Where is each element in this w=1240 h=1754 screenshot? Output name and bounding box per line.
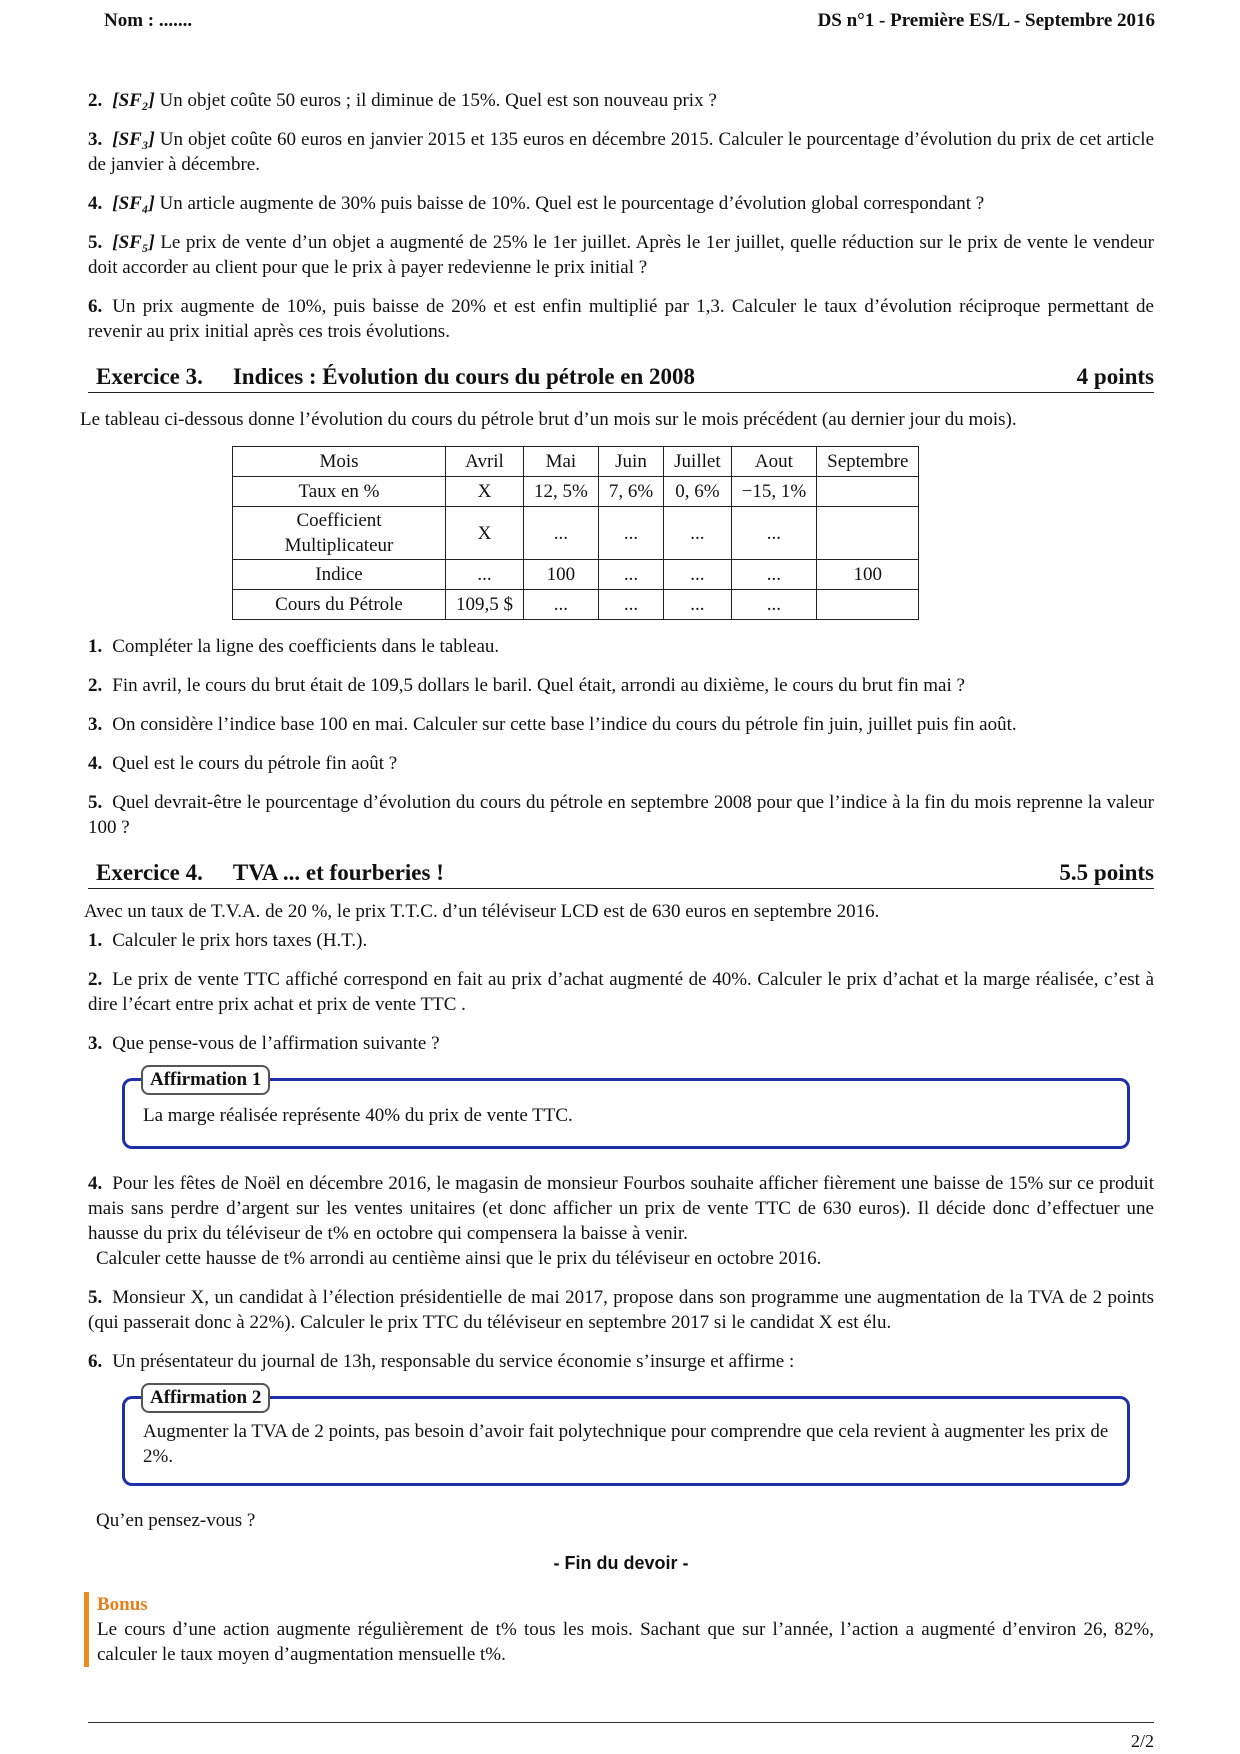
skill-tag: [SF₂] xyxy=(112,90,155,111)
exercise-3-points: 4 points xyxy=(1076,364,1154,389)
question-2-4: 4. [SF₄] Un article augmente de 30% puis baisse de 10%. Quel est le pourcentage d’évolution global correspondant ? xyxy=(88,193,985,214)
table-cell: X xyxy=(446,477,524,507)
affirmation-2-text: Augmenter la TVA de 2 points, pas besoin d’avoir fait polytechnique pour comprendre que cela revient à augmenter les prix de 2%. xyxy=(143,1421,1109,1467)
question-4-6: 6. Un présentateur du journal de 13h, responsable du service économie s’insurge et affirme : xyxy=(88,1351,795,1372)
skill-tag: [SF₃] xyxy=(112,129,155,150)
affirmation-1-title: Affirmation 1 xyxy=(141,1065,270,1095)
question-3-2: 2. Fin avril, le cours du brut était de 109,5 dollars le baril. Quel était, arrondi au dixième, le cours du brut fin mai ? xyxy=(88,675,965,696)
table-cell: Aout xyxy=(731,447,817,477)
table-cell: Coefficient Multiplicateur xyxy=(233,507,446,560)
exercise-4-points: 5.5 points xyxy=(1059,860,1154,885)
table-cell: ... xyxy=(731,507,817,560)
exercise-3-label: Exercice 3. xyxy=(96,364,203,389)
table-cell: ... xyxy=(446,560,524,590)
table-row xyxy=(233,507,919,560)
bonus-title: Bonus xyxy=(97,1594,148,1615)
table-cell: ... xyxy=(524,590,599,620)
table-cell: Indice xyxy=(233,560,446,590)
table-cell xyxy=(817,590,919,620)
table-cell: ... xyxy=(598,560,663,590)
affirmation-2-box xyxy=(122,1387,1130,1486)
table-cell: Taux en % xyxy=(233,477,446,507)
table-cell: Mois xyxy=(233,447,446,477)
question-4-4: 4. Pour les fêtes de Noël en décembre 2016, le magasin de monsieur Fourbos souhaite afficher fièrement une baisse de 15% sur ce produit mais sans perdre d’argent sur les ventes unitaires (et donc afficher un prix de vente TTC de 630 euros). Il décide donc d’effectuer une hausse du prix du téléviseur de t% en octobre qui compensera la baisse à venir. Calculer cette hausse de t% arrondi au centième ainsi que le prix du téléviseur en octobre 2016. xyxy=(88,1173,1154,1269)
closing-question: Qu’en pensez-vous ? xyxy=(96,1510,256,1531)
end-of-test: - Fin du devoir - xyxy=(553,1553,689,1573)
table-row xyxy=(233,590,919,620)
affirmation-1-box xyxy=(122,1069,1130,1149)
skill-tag: [SF₄] xyxy=(112,193,155,214)
question-4-5: 5. Monsieur X, un candidat à l’élection présidentielle de mai 2017, propose dans son programme une augmentation de la TVA de 2 points (qui passerait donc à 22%). Calculer le prix TTC du téléviseur en septembre 2017 si le candidat X est élu. xyxy=(88,1287,1154,1333)
table-cell: X xyxy=(446,507,524,560)
exercise-2-questions xyxy=(88,88,1154,344)
table-cell: 100 xyxy=(524,560,599,590)
table-cell: 12, 5% xyxy=(524,477,599,507)
table-cell: ... xyxy=(598,507,663,560)
table-cell: ... xyxy=(664,507,731,560)
table-cell: −15, 1% xyxy=(731,477,817,507)
table-row xyxy=(233,477,919,507)
content xyxy=(80,88,1155,1667)
question-3-3: 3. On considère l’indice base 100 en mai. Calculer sur cette base l’indice du cours du pétrole fin juin, juillet puis fin août. xyxy=(88,714,1017,735)
header-name-field: Nom : ....... xyxy=(104,10,193,31)
exercise-4-label: Exercice 4. xyxy=(96,860,203,885)
table-cell: Juin xyxy=(598,447,663,477)
table-row xyxy=(233,560,919,590)
table-cell: ... xyxy=(731,560,817,590)
question-3-1: 1. Compléter la ligne des coefficients dans le tableau. xyxy=(88,636,500,657)
table-cell: 7, 6% xyxy=(598,477,663,507)
affirmation-2-title: Affirmation 2 xyxy=(141,1383,270,1413)
exercise-4-title xyxy=(88,860,1154,889)
header-title: DS n°1 - Première ES/L - Septembre 2016 xyxy=(817,10,1155,31)
table-cell: ... xyxy=(664,590,731,620)
question-2-5: 5. [SF₅] Le prix de vente d’un objet a augmenté de 25% le 1er juillet. Après le 1er juillet, quelle réduction sur le prix de vente le vendeur doit accorder au client pour que le prix à payer redevienne le prix initial ? xyxy=(88,232,1155,278)
exercise-4-heading: TVA ... et fourberies ! xyxy=(232,860,444,885)
oil-price-table xyxy=(232,446,919,620)
question-4-1: 1. Calculer le prix hors taxes (H.T.). xyxy=(88,930,368,951)
table-cell: 100 xyxy=(817,560,919,590)
bonus-text: Le cours d’une action augmente régulièrement de t% tous les mois. Sachant que sur l’année, l’action a augmenté d’environ 26, 82%, calculer le taux moyen d’augmentation mensuelle t%. xyxy=(97,1619,1154,1665)
exercise-3-heading: Indices : Évolution du cours du pétrole en 2008 xyxy=(232,364,696,389)
table-cell xyxy=(817,477,919,507)
table-cell: Juillet xyxy=(664,447,731,477)
table-cell: ... xyxy=(731,590,817,620)
question-2-3: 3. [SF₃] Un objet coûte 60 euros en janvier 2015 et 135 euros en décembre 2015. Calculer le pourcentage d’évolution du prix de cet article de janvier à décembre. xyxy=(88,129,1155,175)
skill-tag: [SF₅] xyxy=(112,232,155,253)
table-row xyxy=(233,447,919,477)
table-cell: ... xyxy=(524,507,599,560)
exercise-3-title xyxy=(88,364,1154,393)
table-cell: Cours du Pétrole xyxy=(233,590,446,620)
question-2-6: 6. Un prix augmente de 10%, puis baisse de 20% et est enfin multiplié par 1,3. Calculer le taux d’évolution réciproque permettant de revenir au prix initial après ces trois évolutions. xyxy=(88,296,1154,342)
question-3-4: 4. Quel est le cours du pétrole fin août ? xyxy=(88,753,398,774)
table-cell: ... xyxy=(664,560,731,590)
table-cell: Avril xyxy=(446,447,524,477)
table-cell: ... xyxy=(598,590,663,620)
table-cell: Septembre xyxy=(817,447,919,477)
table-cell xyxy=(817,507,919,560)
exercise-4-intro: Avec un taux de T.V.A. de 20 %, le prix T.T.C. d’un téléviseur LCD est de 630 euros en septembre 2016. xyxy=(84,901,880,922)
page-number: 2/2 xyxy=(1130,1731,1154,1751)
question-3-5: 5. Quel devrait-être le pourcentage d’évolution du cours du pétrole en septembre 2008 pour que l’indice à la fin du mois reprenne la valeur 100 ? xyxy=(88,792,1154,838)
footer-rule xyxy=(88,1722,1154,1723)
table-cell: 0, 6% xyxy=(664,477,731,507)
exercise-3-questions xyxy=(88,634,1154,840)
bonus-block xyxy=(84,1592,1154,1667)
affirmation-1-text: La marge réalisée représente 40% du prix de vente TTC. xyxy=(143,1105,573,1126)
question-4-2: 2. Le prix de vente TTC affiché correspond en fait au prix d’achat augmenté de 40%. Calculer le prix d’achat et la marge réalisée, c’est à dire l’écart entre prix achat et prix de vente TTC . xyxy=(88,969,1154,1015)
question-2-2: 2. [SF₂] Un objet coûte 50 euros ; il diminue de 15%. Quel est son nouveau prix ? xyxy=(88,90,717,111)
exercise-3-intro: Le tableau ci-dessous donne l’évolution du cours du pétrole brut d’un mois sur le mois précédent (au dernier jour du mois). xyxy=(80,409,1017,430)
question-4-3: 3. Que pense-vous de l’affirmation suivante ? xyxy=(88,1033,440,1054)
table-cell: Mai xyxy=(524,447,599,477)
table-cell: 109,5 $ xyxy=(446,590,524,620)
